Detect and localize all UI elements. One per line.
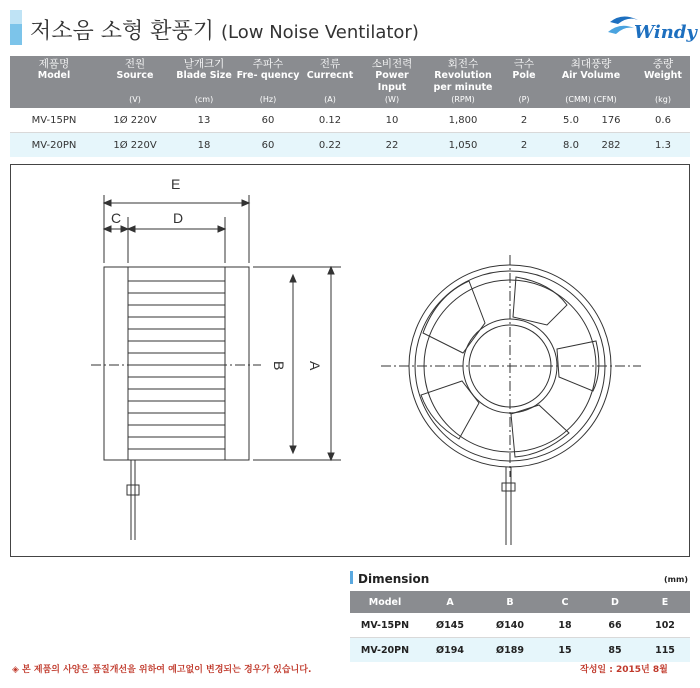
dimension-title: Dimension bbox=[358, 572, 430, 586]
label-d: D bbox=[173, 210, 184, 226]
dimension-table bbox=[350, 591, 690, 662]
creation-date: 작성일 : 2015년 8월 bbox=[580, 665, 668, 675]
col-blade-size: 날개크기 Blade Size (cm) bbox=[172, 56, 236, 108]
technical-drawing bbox=[10, 164, 690, 557]
spec-header-row bbox=[10, 56, 690, 108]
dimension-accent-bar bbox=[350, 571, 353, 584]
title-english: (Low Noise Ventilator) bbox=[221, 22, 419, 43]
title-accent-bar bbox=[10, 10, 22, 45]
label-b: B bbox=[271, 361, 287, 371]
col-weight: 중량 Weight (kg) bbox=[636, 56, 690, 108]
spec-table bbox=[10, 56, 690, 157]
label-e: E bbox=[171, 176, 181, 192]
title-korean: 저소음 소형 환풍기 bbox=[30, 19, 215, 44]
dimension-unit: (mm) bbox=[664, 575, 688, 584]
col-frequency: 주파수 Fre- quency (Hz) bbox=[236, 56, 300, 108]
col-revolution: 회전수 Revolution per minute (RPM) bbox=[424, 56, 502, 108]
page-title bbox=[30, 14, 419, 45]
table-row: MV-20PN Ø194 Ø189 15 85 115 bbox=[350, 638, 690, 663]
logo-text: Windy bbox=[634, 22, 697, 43]
col-pole: 극수 Pole (P) bbox=[502, 56, 546, 108]
dimension-header-row: Model A B C D E bbox=[350, 591, 690, 613]
table-row: MV-15PN Ø145 Ø140 18 66 102 bbox=[350, 613, 690, 638]
table-row: MV-20PN 1Ø 220V 18 60 0.22 22 1,050 2 8.0 282 1.3 bbox=[10, 133, 690, 158]
side-view-body bbox=[104, 267, 249, 460]
col-current: 전류 Currecnt (A) bbox=[300, 56, 360, 108]
label-c: C bbox=[111, 210, 122, 226]
col-source: 전원 Source (V) bbox=[98, 56, 172, 108]
spec-change-notice: ◈ 본 제품의 사양은 품질개선을 위하여 예고없이 변경되는 경우가 있습니다. bbox=[12, 665, 312, 675]
col-air-volume: 최대풍량 Air Volume (CMM) (CFM) bbox=[546, 56, 636, 108]
col-power-input: 소비전력 Power Input (W) bbox=[360, 56, 424, 108]
table-row: MV-15PN 1Ø 220V 13 60 0.12 10 1,800 2 5.0 176 0.6 bbox=[10, 108, 690, 133]
fan-drawing-svg bbox=[11, 165, 689, 556]
label-a: A bbox=[307, 361, 323, 371]
col-model: 제품명 Model bbox=[10, 56, 98, 108]
